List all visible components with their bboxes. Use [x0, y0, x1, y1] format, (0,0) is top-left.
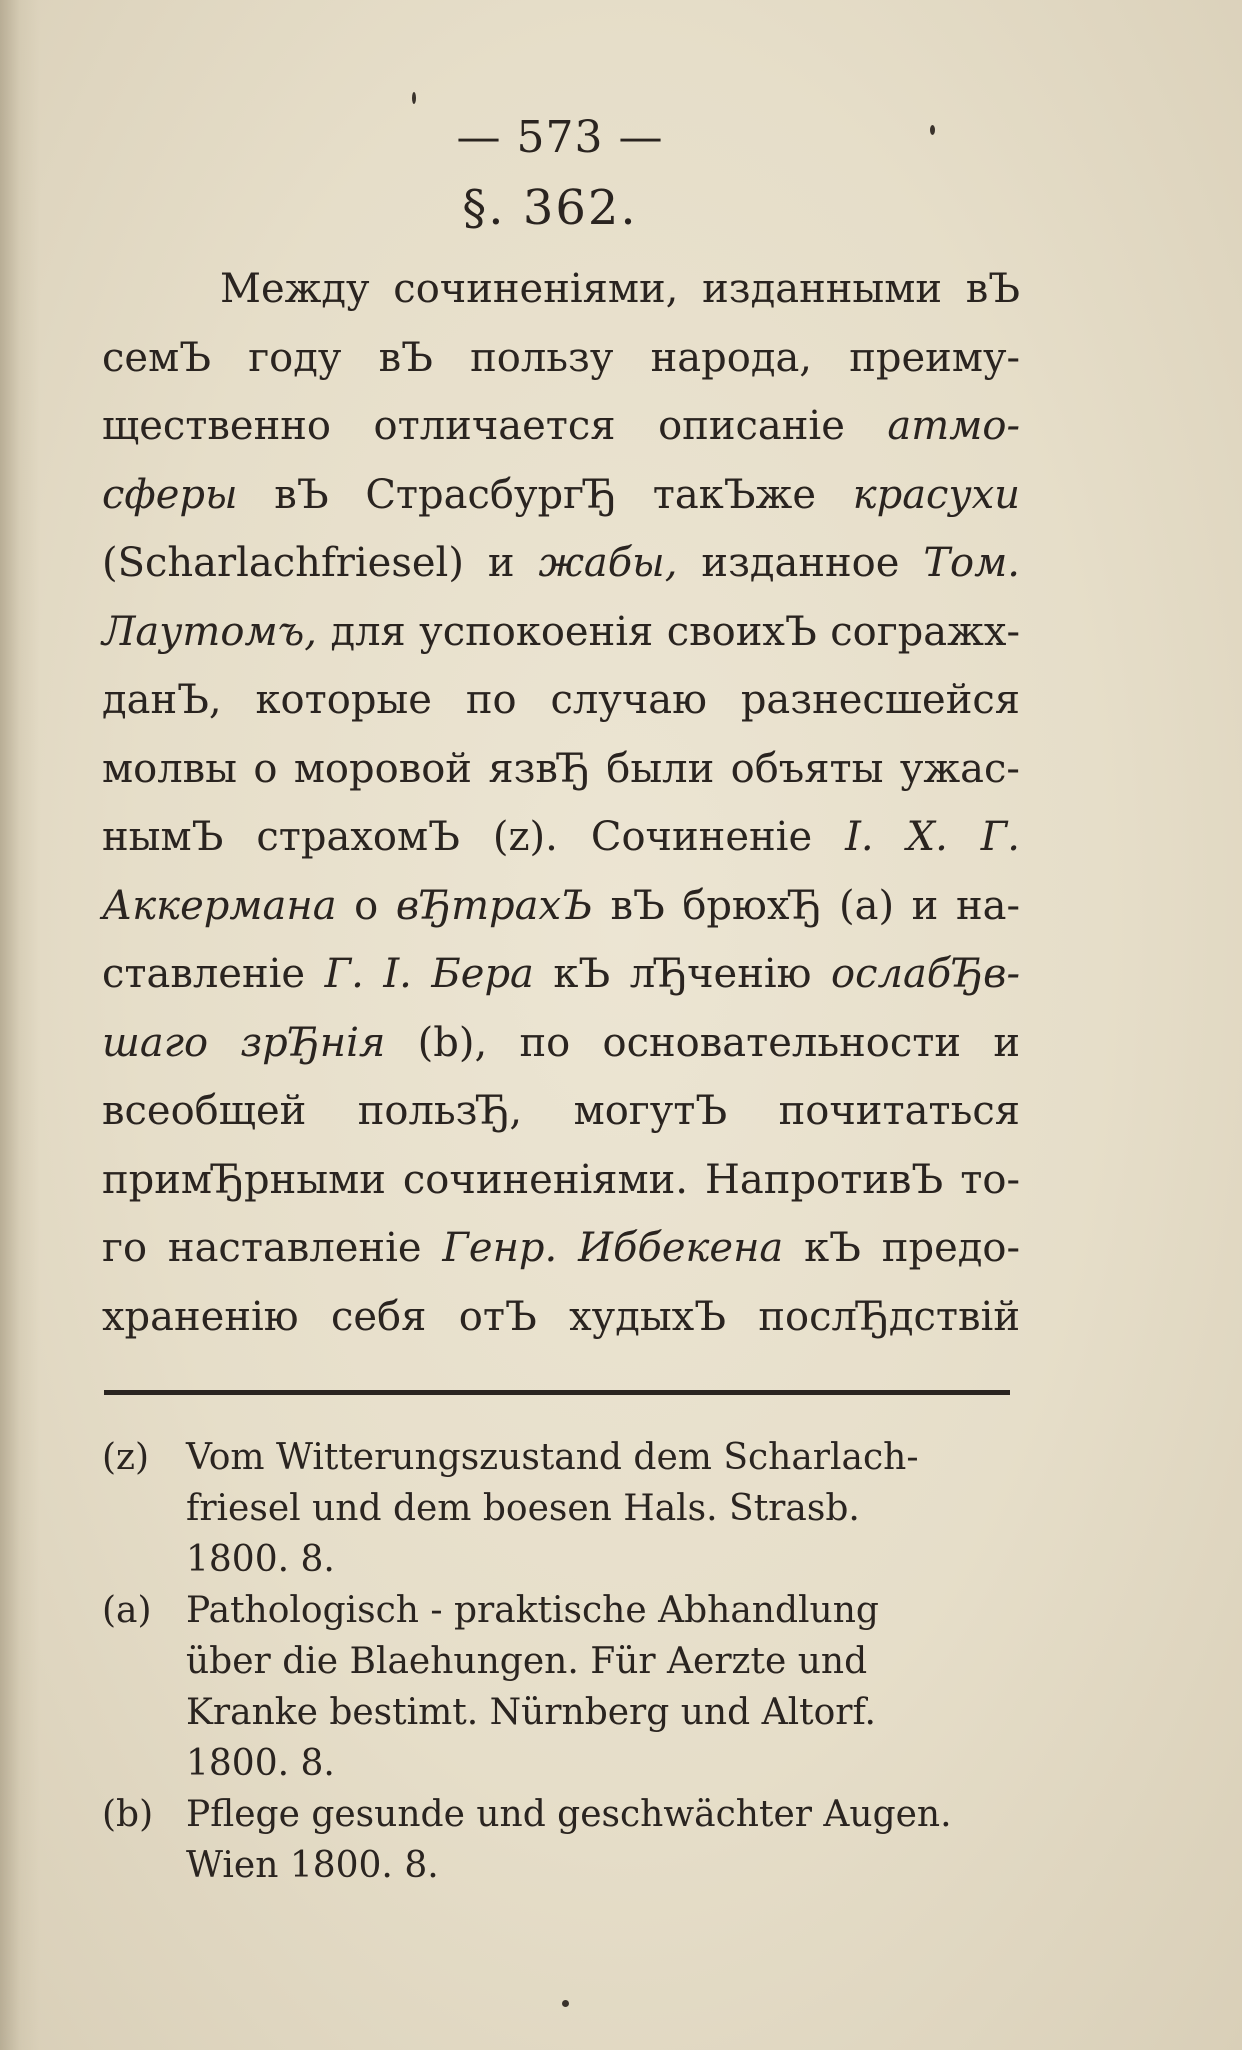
word: и	[487, 540, 515, 586]
footnotes	[102, 1432, 1020, 1891]
footnote-line: Kranke bestimt. Nürnberg und Altorf.	[186, 1692, 876, 1733]
footnote-mark: (a)	[102, 1590, 152, 1631]
word: НапротивЪ	[705, 1156, 944, 1203]
footnote-line: friesel und dem boesen Hals. Strasb.	[186, 1488, 860, 1529]
word: послЂдствій	[758, 1293, 1020, 1340]
word: году	[248, 334, 342, 381]
word: І.	[383, 951, 412, 997]
word: которые	[255, 677, 432, 723]
word: молвы	[102, 745, 237, 792]
word: вЂтрахЪ	[395, 882, 593, 929]
footnote-line: Wien 1800. 8.	[186, 1845, 439, 1886]
text-line	[102, 255, 1020, 324]
word: зрЂнія	[240, 1019, 386, 1066]
word: примЂрными	[102, 1156, 386, 1203]
text-line	[102, 1009, 1020, 1078]
word: изданное	[701, 540, 900, 586]
word: ослабЂв-	[831, 951, 1020, 997]
word: почитаться	[778, 1088, 1020, 1134]
word: случаю	[550, 677, 707, 723]
word: кЪ	[553, 951, 611, 997]
text-line	[102, 666, 1020, 735]
text-line	[102, 529, 1020, 598]
footnote-line: 1800. 8.	[186, 1539, 335, 1580]
word: Между	[220, 266, 370, 312]
word: своихЪ	[666, 608, 817, 655]
word: Аккермана	[102, 882, 337, 929]
word: изданными	[702, 266, 942, 312]
word: сочиненіями.	[402, 1156, 689, 1203]
text-line	[102, 940, 1020, 1009]
word: шаго	[102, 1019, 209, 1066]
word: І.	[845, 814, 874, 860]
word: го	[102, 1225, 148, 1271]
word: Том.	[923, 540, 1020, 586]
word: для	[330, 608, 406, 655]
word: по	[519, 1019, 571, 1066]
footnote-line: Pflege gesunde und geschwächter Augen.	[186, 1794, 952, 1835]
word: отЪ	[458, 1293, 537, 1340]
word: вЪ	[965, 266, 1020, 312]
footnote-body	[186, 1585, 1020, 1789]
word: брюхЂ	[682, 882, 822, 929]
word: описаніе	[658, 403, 845, 449]
word: и	[993, 1019, 1020, 1066]
section-heading: §. 362.	[462, 180, 638, 236]
text-line	[102, 1146, 1020, 1215]
main-text	[102, 255, 1020, 1351]
word: СтрасбургЂ	[365, 471, 617, 518]
word: о	[253, 745, 278, 792]
footnote-line: über die Blaehungen. Für Aerzte und	[186, 1641, 868, 1682]
footnote-line: Pathologisch - praktische Abhandlung	[186, 1590, 879, 1631]
footnote-mark: (z)	[102, 1437, 150, 1478]
text-line	[102, 598, 1020, 667]
word: (а)	[838, 882, 895, 929]
word: всеобщей	[102, 1088, 307, 1134]
word: основательности	[602, 1019, 962, 1066]
word: ставленіе	[102, 951, 306, 997]
word: объяты	[730, 745, 884, 792]
word: на-	[955, 882, 1020, 929]
word: Лаутомъ,	[102, 608, 317, 655]
word: вЪ	[610, 882, 665, 929]
word: атмо-	[887, 403, 1020, 449]
word: себя	[330, 1293, 427, 1340]
word: отличается	[373, 403, 616, 449]
word: пользу	[470, 334, 614, 381]
word: могутЪ	[573, 1088, 728, 1134]
word: (z).	[492, 814, 558, 860]
word: моровой	[293, 745, 472, 792]
word: о	[354, 882, 379, 929]
word: то-	[960, 1156, 1020, 1203]
text-line	[102, 1214, 1020, 1283]
word: (Scharlachfriesel)	[102, 540, 464, 586]
word: худыхЪ	[569, 1293, 726, 1340]
word: нымЪ	[102, 814, 224, 860]
word: (b),	[417, 1019, 488, 1066]
text-line	[102, 461, 1020, 530]
word: семЪ	[102, 334, 211, 381]
word: Х.	[906, 814, 948, 860]
text-line	[102, 324, 1020, 393]
word: сочиненіями,	[393, 266, 679, 312]
word: вЪ	[274, 471, 329, 518]
word: язвЂ	[488, 745, 590, 792]
footnote-body	[186, 1789, 1020, 1891]
paper-speck	[930, 125, 935, 135]
paper-speck	[562, 2000, 569, 2007]
word: Генр.	[442, 1225, 558, 1271]
word: лЂченію	[629, 951, 812, 997]
text-line	[102, 803, 1020, 872]
word: по	[465, 677, 517, 723]
word: преиму-	[849, 334, 1020, 381]
word: были	[606, 745, 715, 792]
footnote-line: Vom Witterungszustand dem Scharlach-	[186, 1437, 919, 1478]
word: щественно	[102, 403, 331, 449]
footnote	[102, 1585, 1020, 1789]
word: разнесшейся	[740, 677, 1020, 723]
text-line	[102, 735, 1020, 804]
word: данЪ,	[102, 677, 222, 723]
word: жабы,	[538, 540, 678, 586]
paper-speck	[412, 92, 416, 104]
binding-shadow	[0, 0, 40, 2050]
text-line	[102, 872, 1020, 941]
word: Г.	[980, 814, 1020, 860]
word: Иббекена	[578, 1225, 784, 1271]
text-line	[102, 392, 1020, 461]
footnote-body	[186, 1432, 1020, 1585]
word: народа,	[650, 334, 813, 381]
word: кЪ	[804, 1225, 861, 1271]
word: такЪже	[652, 471, 816, 518]
word: успокоенія	[419, 608, 654, 655]
word: согражх-	[830, 608, 1020, 655]
text-line	[102, 1283, 1020, 1352]
footnote	[102, 1789, 1020, 1891]
page-number: — 573 —	[456, 112, 664, 163]
footnote-line: 1800. 8.	[186, 1743, 335, 1784]
word: вЪ	[378, 334, 433, 381]
word: пользЂ,	[357, 1088, 523, 1134]
footnote-mark: (b)	[102, 1794, 154, 1835]
word: и	[911, 882, 939, 929]
footnote	[102, 1432, 1020, 1585]
word: красухи	[852, 471, 1020, 518]
word: Бера	[431, 951, 534, 997]
word: Г.	[324, 951, 364, 997]
word: храненію	[102, 1293, 299, 1340]
word: страхомЪ	[256, 814, 460, 860]
text-line	[102, 1077, 1020, 1146]
word: ужас-	[899, 745, 1020, 792]
word: сферы	[102, 471, 238, 518]
footnote-separator	[104, 1390, 1010, 1395]
word: Сочиненіе	[590, 814, 813, 860]
word: предо-	[881, 1225, 1020, 1271]
word: наставленіе	[167, 1225, 422, 1271]
